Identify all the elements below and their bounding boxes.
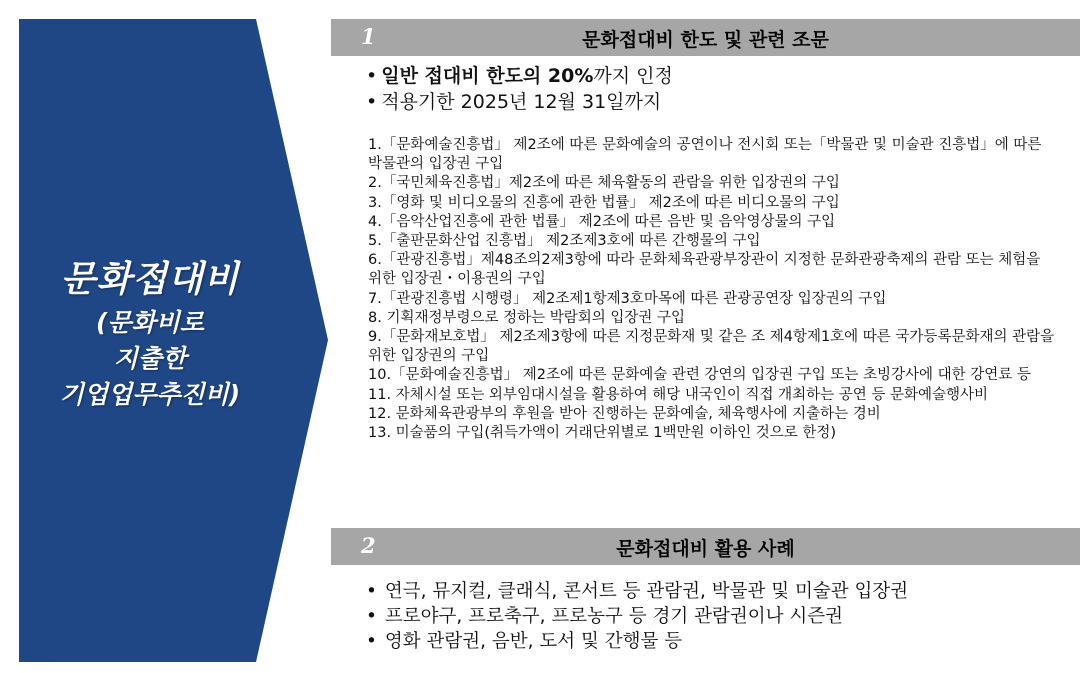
list-item: 1.「문화예술진흥법」 제2조에 따른 문화예술의 공연이나 전시회 또는「박물관 및 미술관 진흥법」에 따른 박물관의 입장권 구입 <box>368 137 1042 173</box>
summary-bullet <box>366 63 673 89</box>
list-item: 3.「영화 및 비디오물의 진흥에 관한 법률」 제2조에 따른 비디오물의 구입 <box>368 194 840 211</box>
list-item: 11. 자체시설 또는 외부임대시설을 활용하여 해당 내국인이 직접 개최하는 공연 등 문화예술행사비 <box>368 386 989 403</box>
section-title: 문화접대비 활용 사례 <box>616 538 795 560</box>
left-panel-subtitle-line: (문화비로 <box>95 308 205 337</box>
list-item: 2.「국민체육진흥법」제2조에 따른 체육활동의 관람을 위한 입장권의 구입 <box>368 175 840 192</box>
bullet-text: 까지 인정 <box>593 65 673 87</box>
bullet-icon: • <box>366 581 377 602</box>
left-panel-subtitle-line: 지출한 <box>113 344 187 373</box>
section-header-1 <box>331 19 1080 56</box>
list-item: 12. 문화체육관광부의 후원을 받아 진행하는 문화예술, 체육행사에 지출하는 경비 <box>368 405 881 422</box>
list-item: • 연극, 뮤지컬, 클래식, 콘서트 등 관람권, 박물관 및 미술관 입장권 <box>366 581 909 602</box>
list-item: 7.「관광진흥법 시행령」 제2조제1항제3호마목에 따른 관광공연장 입장권의 구입 <box>368 290 887 307</box>
bullet-bold-text: 일반 접대비 한도의 20% <box>381 65 594 87</box>
section-title: 문화접대비 한도 및 관련 조문 <box>582 29 829 51</box>
section-number: 2 <box>361 533 376 558</box>
list-item: 8. 기획재정부령으로 정하는 박람회의 입장권 구입 <box>368 309 686 326</box>
legal-provisions-list <box>368 136 1058 443</box>
list-item: 4.「음악산업진흥에 관한 법률」 제2조에 따른 음반 및 음악영상물의 구입 <box>368 213 836 230</box>
bullet-icon: • <box>366 606 377 627</box>
list-item: • 영화 관람권, 음반, 도서 및 간행물 등 <box>366 631 683 652</box>
bullet-text: 적용기한 2025년 12월 31일까지 <box>381 91 662 113</box>
left-panel-title-block <box>20 255 280 413</box>
list-item: 9.「문화재보호법」 제2조제3항에 따른 지정문화재 및 같은 조 제4항제1호에 따른 국가등록문화재의 관람을 위한 입장권의 구입 <box>368 329 1055 365</box>
summary-bullet <box>366 89 661 115</box>
left-panel-subtitle-line: 기업업무추진비) <box>59 380 241 409</box>
bullet-icon: • <box>366 91 378 113</box>
list-item: 6.「관광진흥법」제48조의2제3항에 따라 문화체육관광부장관이 지정한 문화관광축제의 관람 또는 체험을 위한 입장권・이용권의 구입 <box>368 252 1041 288</box>
bullet-icon: • <box>366 65 378 87</box>
usage-examples-list <box>366 579 908 654</box>
list-item: 5.「출판문화산업 진흥법」 제2조제3호에 따른 간행물의 구입 <box>368 233 761 250</box>
section-number: 1 <box>361 24 376 49</box>
list-item: 10.「문화예술진흥법」 제2조에 따른 문화예술 관련 강연의 입장권 구입 또는 초빙강사에 대한 강연료 등 <box>368 367 1031 384</box>
list-item: • 프로야구, 프로축구, 프로농구 등 경기 관람권이나 시즌권 <box>366 606 844 627</box>
list-item: 13. 미술품의 구입(취득가액이 거래단위별로 1백만원 이하인 것으로 한정) <box>368 425 837 442</box>
bullet-icon: • <box>366 631 377 652</box>
left-panel-title: 문화접대비 <box>60 259 240 300</box>
section-header-2 <box>331 528 1080 565</box>
